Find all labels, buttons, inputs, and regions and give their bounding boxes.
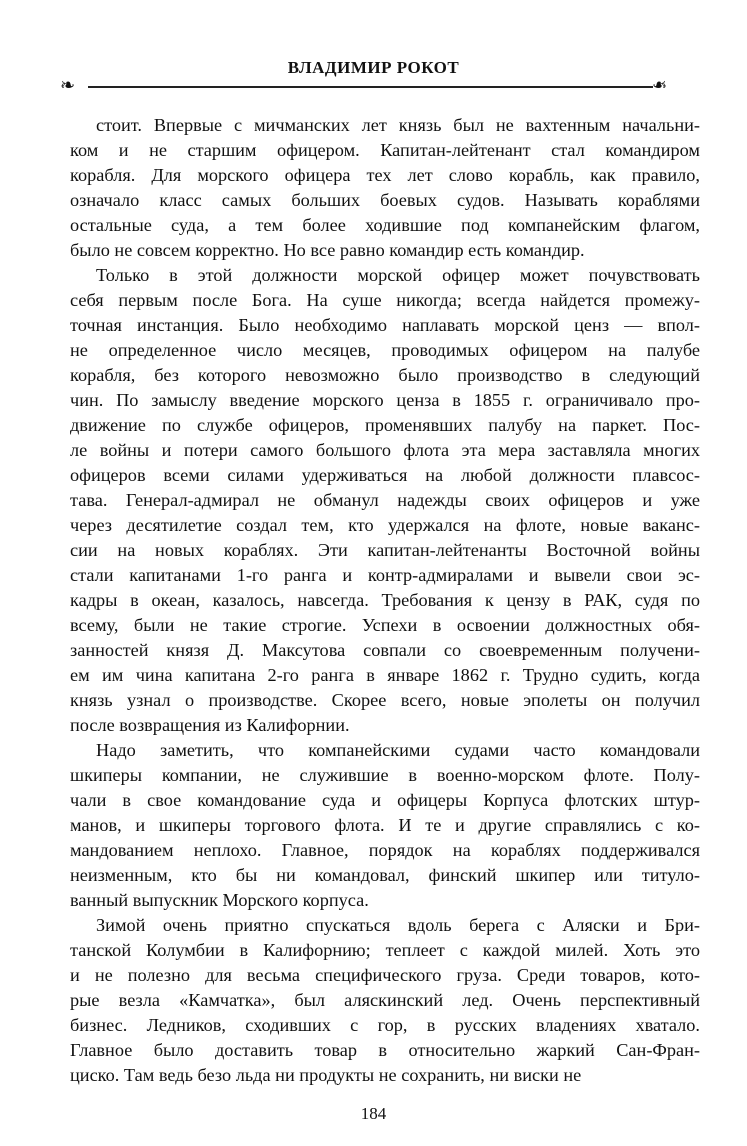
- text-line: шкиперы компании, не служившие в военно-морском флоте. Полу-: [70, 765, 700, 785]
- text-line: офицеров всеми силами удерживаться на любой должности плавсос-: [70, 465, 700, 485]
- header-author-name: ВЛАДИМИР РОКОТ: [287, 58, 460, 77]
- text-line: князь узнал о производстве. Скорее всего, новые эполеты он получил: [70, 690, 700, 710]
- page-number: 184: [360, 1104, 387, 1123]
- text-line: неизменным, кто бы ни командовал, финский шкипер или титуло-: [70, 865, 700, 885]
- header-rule: [88, 86, 653, 88]
- text-line: означало класс самых больших боевых судов. Называть кораблями: [70, 190, 700, 210]
- text-line: Зимой очень приятно спускаться вдоль берега с Аляски и Бри-: [96, 915, 700, 935]
- paragraph: [70, 263, 700, 738]
- text-line: тава. Генерал-адмирал не обманул надежды своих офицеров и уже: [70, 490, 700, 510]
- text-line: корабля, без которого невозможно было производство в следующий: [70, 365, 700, 385]
- text-line: и не полезно для весьма специфического груза. Среди товаров, кото-: [70, 965, 700, 985]
- text-line: остальные суда, а тем более ходившие под компанейским флагом,: [70, 215, 700, 235]
- body-text: [70, 113, 700, 1088]
- text-line: циско. Там ведь безо льда ни продукты не сохранить, ни виски не: [70, 1065, 582, 1085]
- text-line: чали в свое командование суда и офицеры Корпуса флотских штур-: [70, 790, 700, 810]
- text-line: занностей князя Д. Максутова совпали со своевременным получени-: [70, 640, 700, 660]
- text-line: чин. По замыслу введение морского ценза в 1855 г. ограничивало про-: [70, 390, 700, 410]
- text-line: сии на новых кораблях. Эти капитан-лейтенанты Восточной войны: [70, 540, 700, 560]
- ornament-left-icon: ❧: [60, 75, 76, 95]
- text-line: танской Колумбии в Калифорнию; теплеет с каждой милей. Хоть это: [70, 940, 700, 960]
- text-line: ванный выпускник Морского корпуса.: [70, 890, 369, 910]
- text-line: не определенное число месяцев, проводимых офицером на палубе: [70, 340, 700, 360]
- paragraph: [70, 738, 700, 913]
- text-line: точная инстанция. Было необходимо наплавать морской ценз — впол-: [70, 315, 700, 335]
- text-line: Надо заметить, что компанейскими судами часто командовали: [96, 740, 700, 760]
- text-line: манов, и шкиперы торгового флота. И те и другие справлялись с ко-: [70, 815, 700, 835]
- text-line: себя первым после Бога. На суше никогда; всегда найдется промежу-: [70, 290, 700, 310]
- text-line: Только в этой должности морской офицер может почувствовать: [96, 265, 700, 285]
- text-line: после возвращения из Калифорнии.: [70, 715, 350, 735]
- text-line: стоит. Впервые с мичманских лет князь был не вахтенным начальни-: [96, 115, 700, 135]
- text-line: всему, были не такие строгие. Успехи в освоении должностных обя-: [70, 615, 700, 635]
- text-line: бизнес. Ледников, сходивших с гор, в русских владениях хватало.: [70, 1015, 700, 1035]
- text-line: ем им чина капитана 2-го ранга в январе 1862 г. Трудно судить, когда: [70, 665, 700, 685]
- ornament-right-icon: ❧: [652, 75, 668, 95]
- text-line: корабля. Для морского офицера тех лет слово корабль, как правило,: [70, 165, 700, 185]
- text-line: Главное было доставить товар в относительно жаркий Сан-Фран-: [70, 1040, 700, 1060]
- text-line: было не совсем корректно. Но все равно командир есть командир.: [70, 240, 585, 260]
- text-line: мандованием неплохо. Главное, порядок на кораблях поддерживался: [70, 840, 700, 860]
- text-line: движение по службе офицеров, променявших палубу на паркет. Пос-: [70, 415, 700, 435]
- text-line: ле войны и потери самого большого флота эта мера заставляла многих: [70, 440, 700, 460]
- paragraph: [70, 113, 700, 263]
- text-line: кадры в океан, казалось, навсегда. Требования к цензу в РАК, судя по: [70, 590, 700, 610]
- paragraph: [70, 913, 700, 1088]
- text-line: рые везла «Камчатка», был аляскинский лед. Очень перспективный: [70, 990, 700, 1010]
- text-line: ком и не старшим офицером. Капитан-лейтенант стал командиром: [70, 140, 700, 160]
- text-line: стали капитанами 1-го ранга и контр-адмиралами и вывели свои эс-: [70, 565, 700, 585]
- text-line: через десятилетие создал тем, кто удержался на флоте, новые ваканс-: [70, 515, 700, 535]
